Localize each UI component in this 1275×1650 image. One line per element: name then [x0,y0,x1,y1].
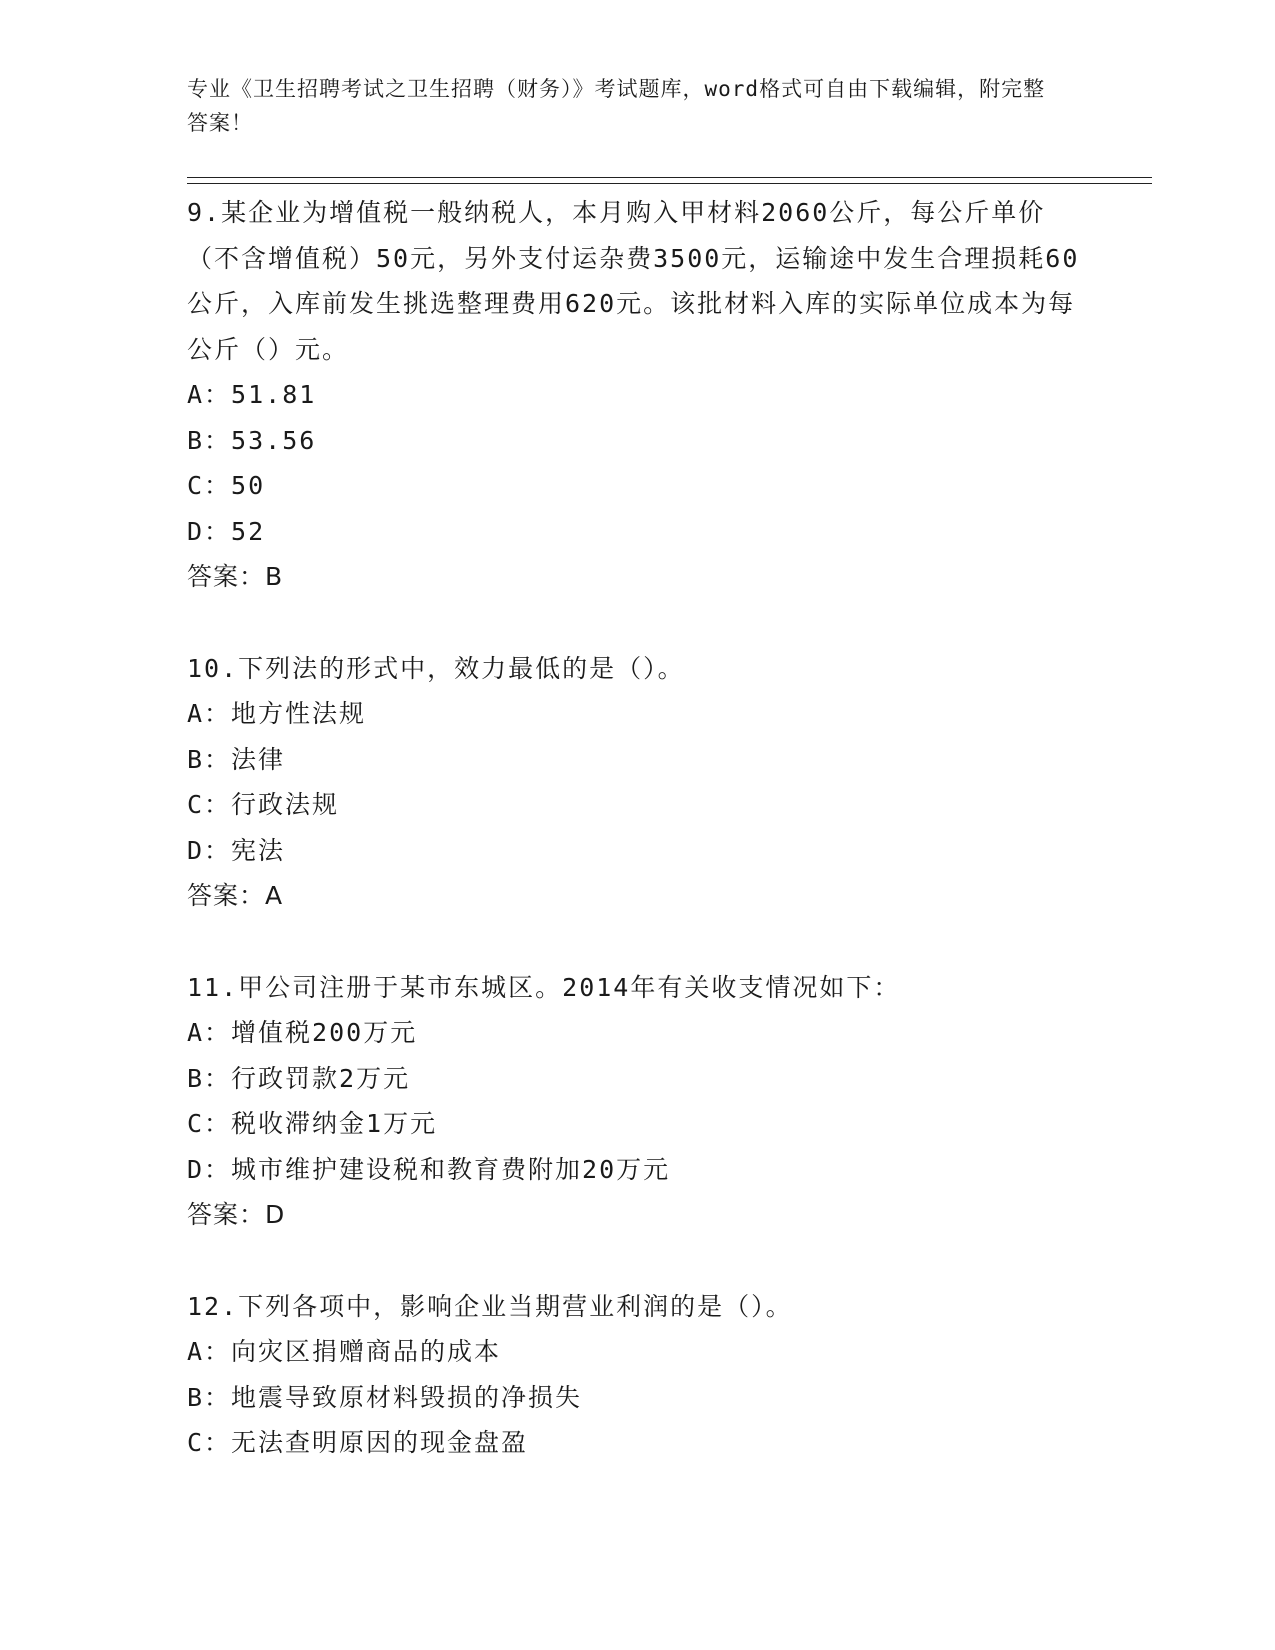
question-10 [187,646,1087,919]
option-c: C：税收滞纳金1万元 [187,1109,438,1138]
option-c: C：无法查明原因的现金盘盈 [187,1428,529,1457]
header-intro-text: 专业《卫生招聘考试之卫生招聘（财务）》考试题库，word格式可自由下载编辑，附完整答案！ [187,77,1046,135]
question-stem: 12.下列各项中，影响企业当期营业利润的是（）。 [187,1291,793,1321]
question-9 [187,190,1087,600]
option-b: B：地震导致原材料毁损的净损失 [187,1382,583,1412]
option-d: D：52 [187,516,266,546]
question-spacer [187,919,1087,965]
question-stem: 11.甲公司注册于某市东城区。2014年有关收支情况如下： [187,972,901,1002]
question-11 [187,965,1087,1238]
question-list [187,190,1087,1466]
answer-line: 答案：A [187,881,284,910]
option-a: A：增值税200万元 [187,1018,418,1047]
option-b: B：行政罚款2万元 [187,1063,411,1093]
option-a: A：地方性法规 [187,699,367,728]
question-spacer [187,1238,1087,1284]
option-b: B：53.56 [187,425,317,455]
option-c: C：行政法规 [187,790,340,819]
answer-line: 答案：B [187,562,284,591]
question-spacer [187,600,1087,646]
option-c: C：50 [187,471,266,500]
option-d: D：城市维护建设税和教育费附加20万元 [187,1154,671,1184]
option-a: A：向灾区捐赠商品的成本 [187,1337,502,1366]
answer-line: 答案：D [187,1200,286,1229]
question-12 [187,1284,1087,1466]
document-header [187,72,1067,140]
header-divider-bottom [187,183,1152,184]
question-stem: 9.某企业为增值税一般纳税人，本月购入甲材料2060公斤，每公斤单价（不含增值税）50元，另外支付运杂费3500元，运输途中发生合理损耗60公斤，入库前发生挑选整理费用620元。该批材料入库的实际单位成本为每公斤（）元。 [187,198,1080,364]
option-b: B：法律 [187,744,286,774]
header-divider-top [187,177,1152,178]
option-d: D：宪法 [187,835,286,865]
question-stem: 10.下列法的形式中，效力最低的是（）。 [187,653,685,683]
option-a: A：51.81 [187,380,317,409]
